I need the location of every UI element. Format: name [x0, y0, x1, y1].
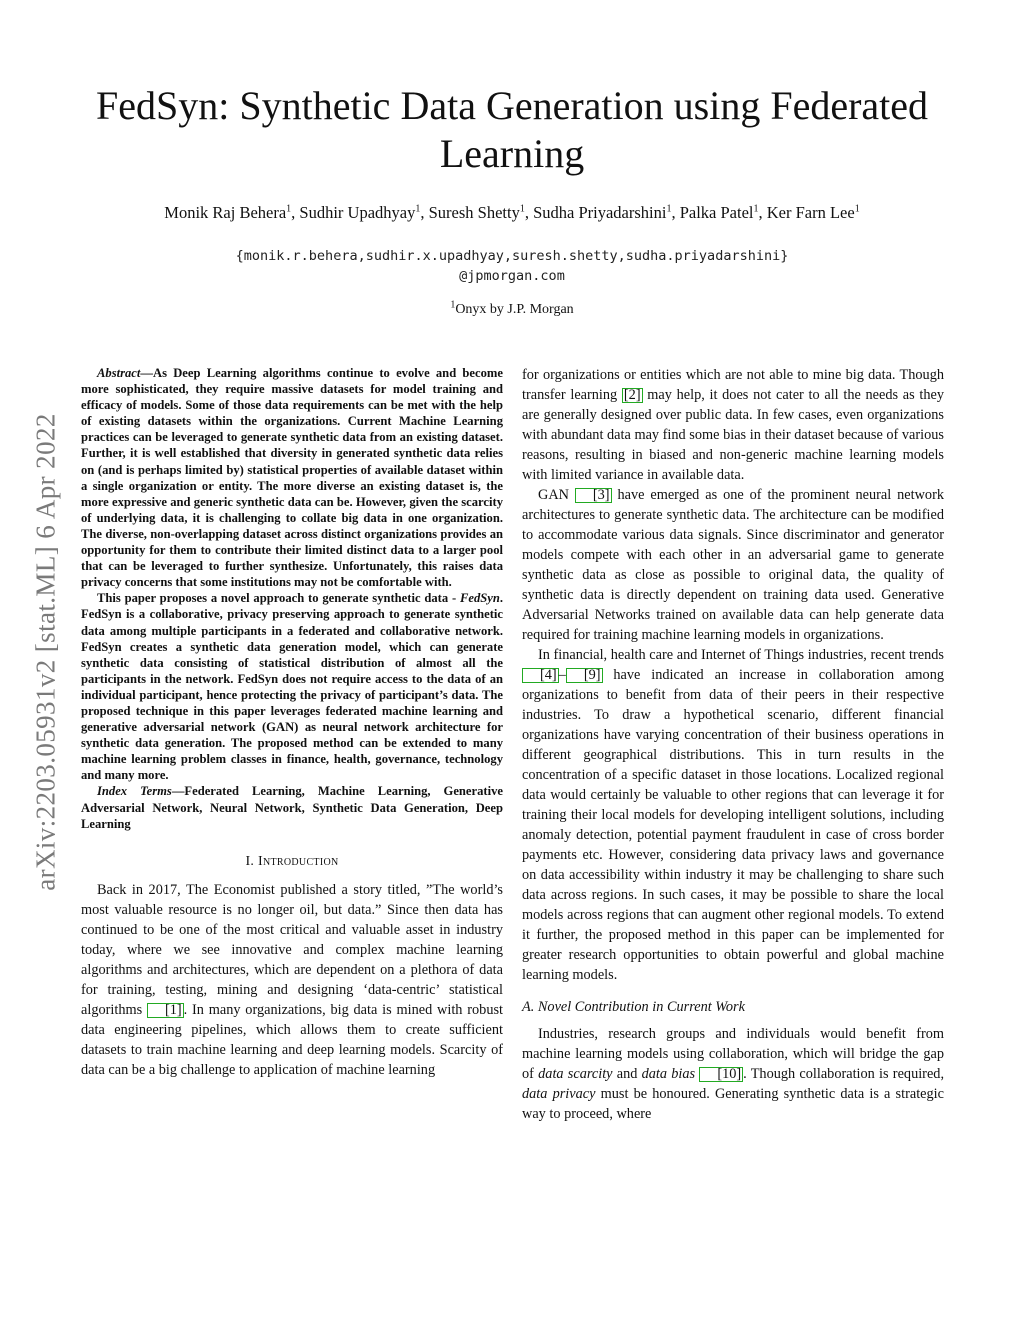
paper-title: FedSyn: Synthetic Data Generation using Federated Learning: [95, 83, 929, 176]
abstract-paragraph-2-rest: . FedSyn is a collaborative, privacy preserving approach to generate synthetic data among multiple participants in a federated and collaborative network. FedSyn creates a synthetic data generation model, which can generate synthetic data consisting of statistical distribution of almost all the participants in the network. FedSyn does not require access to the data of an individual participant, hence protecting the privacy of participant’s data. The proposed technique in this paper leverages federated machine learning and generative adversarial network (GAN) as neural network architecture for synthetic data generation. The proposed method can be extended to many machine learning problem classes in finance, health, governance, technology and many more.: [81, 591, 503, 783]
method-name: FedSyn: [459, 591, 500, 606]
intro-paragraph-1-c: for organizations or entities which are not able to mine big data. Though transfer learning: [522, 367, 944, 403]
affiliation-mark: 1: [450, 299, 456, 311]
section-numeral: I.: [245, 853, 259, 869]
novel-paragraph-c: must be honoured. Generating synthetic data is a strategic way to proceed, where: [522, 1086, 944, 1122]
citation-link[interactable]: [3]: [575, 488, 612, 503]
citation-link[interactable]: [10]: [699, 1067, 743, 1082]
left-column: [81, 365, 503, 1080]
author-affiliation-mark: 1: [666, 203, 672, 215]
right-column: [522, 365, 944, 1124]
author-name: Ker Farn Lee: [766, 203, 855, 222]
author-affiliation-mark: 1: [519, 203, 525, 215]
abstract-label: Abstract: [97, 366, 141, 380]
intro-paragraph-1-d: may help, it does not cater to all the needs as they are generally designed over public data. In few cases, even organizations with abundant data may find some bias in their dataset because of various reasons, resulting in biased and non-generic machine learning models with limited variance in available data.: [522, 387, 944, 483]
author-name: Palka Patel: [679, 203, 754, 222]
citation-link[interactable]: [4]: [522, 668, 559, 683]
author-name: Suresh Shetty: [428, 203, 520, 222]
author-affiliation-mark: 1: [415, 203, 421, 215]
author-affiliation-mark: 1: [286, 203, 292, 215]
subsection-heading: A. Novel Contribution in Current Work: [522, 999, 745, 1015]
author-name: Sudhir Upadhyay: [299, 203, 416, 222]
section-heading-introduction: [81, 854, 503, 870]
intro-paragraph-1-a: Back in 2017, The Economist published a story titled, ”The world’s most valuable resource is no longer oil, but data.” Since then data has continued to be one of the most critical and valuable asset in industry today, where we see innovative and complex machine learning algorithms and architectures, which are dependent on a plethora of data for training, testing, mining and designing ‘data-centric’ statistical algorithms: [81, 881, 503, 1018]
intro-paragraph-3-b: have indicated an increase in collaboration among organizations to benefit from data of their peers in their respective industries. To draw a hypothetical scenario, different financial organizations have varying concentration of their business operations in different geographical distributions. This in turn results in the concentration of a specific dataset in those locations. Localized regional data would certainly be valuable to other regions that can leverage it for training their local models for developing intelligent solutions, including anomaly detection, potential payment fraudulent in case of cross border payments etc. However, considering data privacy laws and governance on data accessibility within industry it may be challenging to share such data across regions. In such cases, it may be possible to share the local models across regions that can augment other regional models. To extend it further, the proposed method in this paper can be implemented for greater research opportunities to obtain powerful and global machine learning models.: [522, 667, 944, 983]
author-emails: [100, 246, 924, 286]
intro-paragraph-1-b: . In many organizations, big data is mined with robust data engineering pipelines, which allows them to create sufficient datasets to train machine learning and deep learning models. Scarcity of data can be a big challenge to application of machine learning: [81, 1001, 503, 1078]
intro-paragraph-2-b: have emerged as one of the prominent neural network architectures to generate synthetic data. The architecture can be modified to accommodate various data signals. Since discriminator and generator models compete with each other in an adversarial game to generate synthetic data as close as possible to original data, the quality of synthetic data is directly dependent on training data used. Generative Adversarial Networks trained on available data can help generate data required for training machine learning models in organizations.: [522, 487, 944, 643]
author-affiliation-mark: 1: [753, 203, 759, 215]
arxiv-identifier: arXiv:2203.05931v2 [stat.ML] 6 Apr 2022: [30, 413, 61, 891]
citation-range-dash: –: [558, 667, 566, 683]
emails-line: {monik.r.behera,sudhir.x.upadhyay,suresh.shetty,sudha.priyadarshini}: [235, 248, 789, 264]
author-affiliation-mark: 1: [854, 203, 860, 215]
affiliation-name: Onyx by J.P. Morgan: [455, 302, 574, 317]
author-name: Sudha Priyadarshini: [533, 203, 667, 222]
index-terms-label: Index Terms: [97, 784, 172, 799]
conjunction: and: [612, 1066, 642, 1082]
novel-paragraph-b: . Though collaboration is required,: [743, 1066, 945, 1082]
abstract-paragraph-1: As Deep Learning algorithms continue to evolve and become more sophisticated, they require massive datasets for model training and efficacy of models. Some of those data requirements can be met with the help of existing datasets within the organizations. Current Machine Learning practices can be leveraged to generate synthetic data from an existing dataset. Further, it is well established that diversity in generated synthetic data relies on (and is perhaps limited by) statistical properties of available dataset within a single organization or entity. The more diverse an existing dataset is, the more expressive and generic synthetic data can be. However, given the scarcity of underlying data, it is challenging to collate big data in one organization. The diverse, non-overlapping dataset across distinct organizations provides an opportunity for them to contribute their limited distinct data to a larger pool that can be leveraged to further synthesize. Unfortunately, this raises data privacy concerns that some institutions may not be comfortable with.: [81, 366, 503, 590]
citation-link[interactable]: [2]: [623, 387, 641, 403]
abstract-paragraph-2-start: This paper proposes a novel approach to generate synthetic data -: [97, 591, 460, 606]
intro-paragraph-2-a: GAN: [538, 487, 575, 503]
affiliation: [100, 300, 924, 320]
intro-body-right: [522, 365, 944, 985]
emphasis-term: data privacy: [522, 1086, 596, 1102]
citation-link[interactable]: [9]: [566, 668, 603, 683]
section-title: Introduction: [258, 853, 339, 869]
author-list: Monik Raj Behera$^1$, Sudhir Upadhyay$^1$, Suresh Shetty$^1$, Sudha Priyadarshini$^1$, Palka Patel$^1$, Ker Farn Lee$^1$: [164, 203, 860, 222]
emails-domain-line: @jpmorgan.com: [459, 268, 565, 284]
novel-contribution-body: [522, 1024, 944, 1124]
intro-paragraph-3-a: In financial, health care and Internet of Things industries, recent trends: [538, 647, 944, 663]
citation-link[interactable]: [1]: [147, 1003, 184, 1018]
novel-paragraph-a: Industries, research groups and individuals would benefit from machine learning models using collaboration, which will bridge the gap of: [522, 1026, 944, 1082]
index-terms: Federated Learning, Machine Learning, Generative Adversarial Network, Neural Network, Synthetic Data Generation, Deep Learning: [81, 784, 503, 831]
intro-body-left: [81, 880, 503, 1080]
emphasis-term: data scarcity: [538, 1066, 613, 1082]
emphasis-term: data bias: [641, 1066, 696, 1082]
abstract: Abstract—As Deep Learning algorithms continue to evolve and become more sophisticated, they require massive datasets for model training and efficacy of models. Some of those data requirements can be met with the help of existing datasets within the organizations. Current Machine Learning practices can be leveraged to generate synthetic data from an existing dataset. Further, it is well established that diversity in generated synthetic data relies on (and is perhaps limited by) statistical properties of available dataset within a single organization or entity. The more diverse an existing dataset is, the more expressive and generic synthetic data can be. However, given the scarcity of underlying data, it is challenging to collate big data in one organization. The diverse, non-overlapping dataset across distinct organizations provides an opportunity for them to contribute their limited distinct data to a larger pool that can be leveraged to further synthesize. Unfortunately, this raises data privacy concerns that some institutions may not be comfortable with. This paper proposes a novel approach to generate synthetic data - FedSyn. FedSyn is a collaborative, privacy preserving approach to generate synthetic data among multiple participants in a federated and collaborative network. FedSyn creates a synthetic data generation model, which can generate synthetic data consisting of statistical distribution of almost all the participants in the network. FedSyn does not require access to the data of an individual participant, hence protecting the privacy of participant’s data. The proposed technique in this paper leverages federated machine learning and generative adversarial network (GAN) as neural network architecture for synthetic data generation. The proposed method can be extended to many machine learning problem classes in finance, health, governance, technology and many more. Index Terms—Federated Learning, Machine Learning, Generative Adversarial Network, Neural Network, Synthetic Data Generation, Deep Learning: [81, 366, 503, 831]
author-name: Monik Raj Behera: [164, 203, 287, 222]
